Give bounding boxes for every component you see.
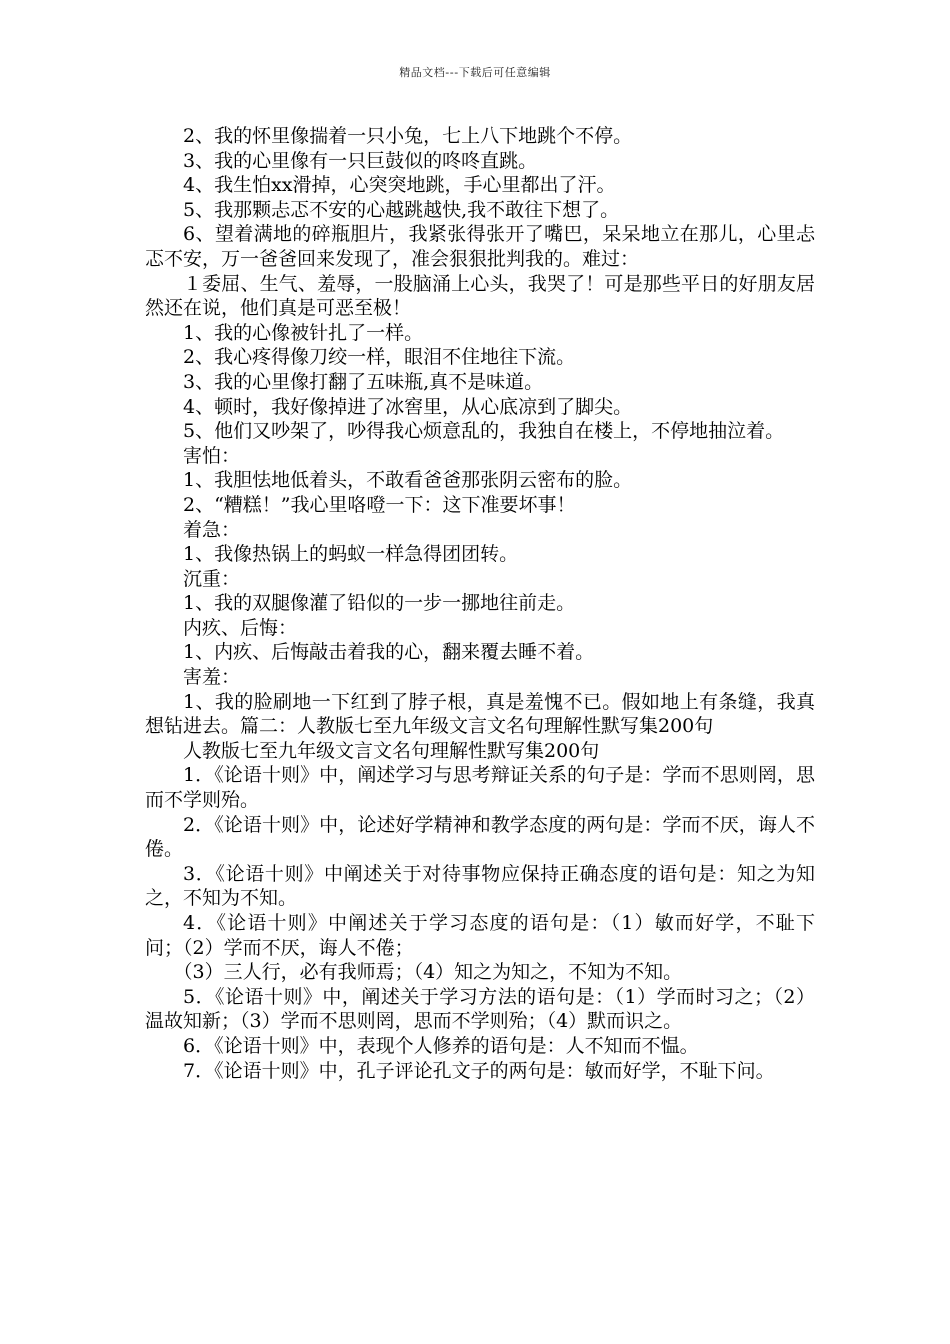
paragraph: 4．《论语十则》中阐述关于学习态度的语句是：（1）敏而好学，不耻下问；（2）学而不厌，诲人不倦； [145, 912, 815, 959]
document-body [145, 124, 815, 1083]
section-title: 人教版七至九年级文言文名句理解性默写集200句 [183, 739, 600, 762]
paragraph: 1、我的心像被针扎了一样。 [183, 321, 424, 344]
paragraph: 3、我的心里像打翻了五味瓶,真不是味道。 [183, 370, 544, 393]
paragraph: 3、我的心里像有一只巨鼓似的咚咚直跳。 [183, 149, 538, 172]
paragraph: 1、我胆怯地低着头，不敢看爸爸那张阴云密布的脸。 [183, 469, 633, 492]
paragraph: 1、我的双腿像灌了铅似的一步一挪地往前走。 [183, 592, 576, 615]
paragraph: 2、“糟糕！”我心里咯噔一下：这下准要坏事！ [183, 493, 576, 516]
paragraph: 4、顿时，我好像掉进了冰窖里，从心底凉到了脚尖。 [183, 395, 633, 418]
paragraph: 2、我的怀里像揣着一只小兔，七上八下地跳个不停。 [183, 125, 633, 147]
section-heading: 内疚、后悔： [183, 616, 298, 639]
paragraph: 1、我像热锅上的蚂蚁一样急得团团转。 [183, 543, 519, 566]
section-heading: 害羞： [183, 666, 241, 689]
paragraph: 5．《论语十则》中，阐述关于学习方法的语句是：（1）学而时习之；（2）温故知新；（3）学而不思则罔，思而不学则殆；（4）默而识之。 [145, 985, 815, 1033]
paragraph: 7．《论语十则》中，孔子评论孔文子的两句是：敏而好学，不耻下问。 [183, 1059, 775, 1082]
paragraph: 4、我生怕xx滑掉，心突突地跳，手心里都出了汗。 [183, 174, 616, 197]
section-heading: 害怕： [183, 444, 241, 467]
paragraph: 6．《论语十则》中，表现个人修养的语句是：人不知而不愠。 [183, 1034, 699, 1057]
paragraph: 2．《论语十则》中，论述好学精神和教学态度的两句是：学而不厌，诲人不倦。 [145, 813, 815, 861]
section-heading: 着急： [183, 518, 241, 541]
section-heading: 沉重： [183, 567, 241, 590]
paragraph: 5、我那颗忐忑不安的心越跳越快,我不敢往下想了。 [183, 198, 620, 221]
paragraph: 3．《论语十则》中阐述关于对待事物应保持正确态度的语句是：知之为知之，不知为不知。 [145, 862, 815, 910]
page-header: 精品文档---下载后可任意编辑 [399, 66, 551, 79]
paragraph: １委屈、生气、羞辱，一股脑涌上心头，我哭了！可是那些平日的好朋友居然还在说，他们真是可恶至极！ [145, 272, 815, 320]
paragraph: 2、我心疼得像刀绞一样，眼泪不住地往下流。 [183, 346, 576, 369]
paragraph: 6、望着满地的碎瓶胆片，我紧张得张开了嘴巴，呆呆地立在那儿，心里忐忑不安，万一爸爸回来发现了，准会狠狠批判我的。难过： [145, 223, 815, 270]
paragraph: 1．《论语十则》中，阐述学习与思考辩证关系的句子是：学而不思则罔，思而不学则殆。 [145, 764, 815, 812]
paragraph: 1、我的脸刷地一下红到了脖子根，真是羞愧不已。假如地上有条缝，我真想钻进去。篇二：人教版七至九年级文言文名句理解性默写集200句 [145, 690, 815, 738]
paragraph: （3）三人行，必有我师焉；（4）知之为知之，不知为不知。 [173, 961, 683, 984]
paragraph: 5、他们又吵架了，吵得我心烦意乱的，我独自在楼上，不停地抽泣着。 [183, 420, 785, 443]
paragraph: 1、内疚、后悔敲击着我的心，翻来覆去睡不着。 [183, 641, 595, 664]
